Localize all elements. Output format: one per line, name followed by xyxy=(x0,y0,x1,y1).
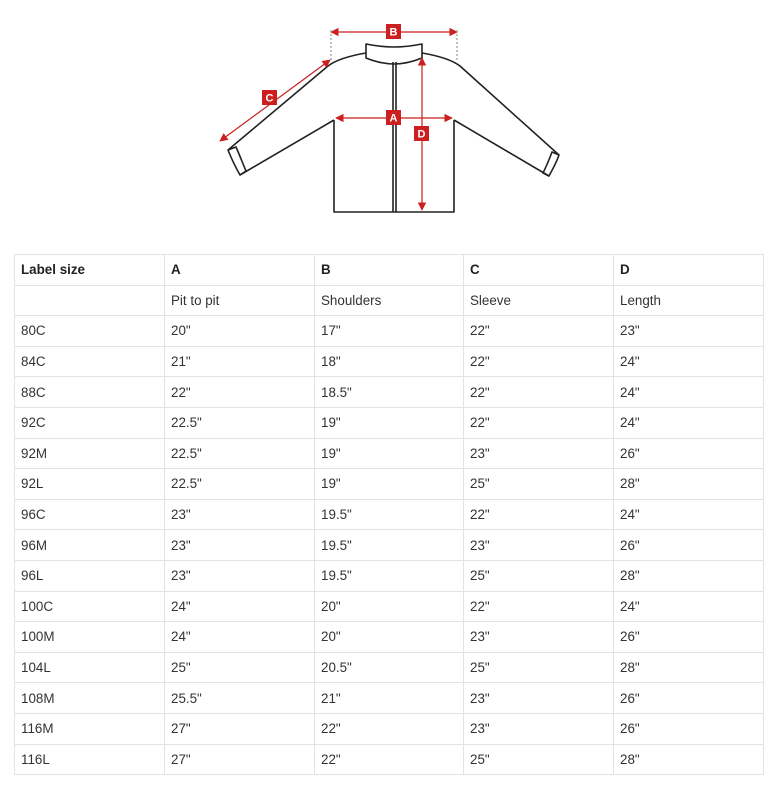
cell-length: 24" xyxy=(614,377,764,408)
cell-shoulders: 19" xyxy=(315,438,464,469)
cell-sleeve: 22" xyxy=(464,407,614,438)
table-row xyxy=(15,499,764,530)
jacket-collar xyxy=(366,44,422,64)
subheader-cell-sleeve: Sleeve xyxy=(464,285,614,316)
jacket-right-sleeve xyxy=(422,53,559,176)
cell-label-size: 116L xyxy=(15,744,165,775)
cell-shoulders: 19" xyxy=(315,407,464,438)
cell-sleeve: 23" xyxy=(464,438,614,469)
cell-length: 26" xyxy=(614,713,764,744)
size-chart-table xyxy=(14,254,764,775)
cell-pit-to-pit: 25.5" xyxy=(165,683,315,714)
cell-sleeve: 23" xyxy=(464,622,614,653)
cell-pit-to-pit: 22.5" xyxy=(165,438,315,469)
cell-length: 24" xyxy=(614,591,764,622)
cell-sleeve: 22" xyxy=(464,346,614,377)
table-header-row xyxy=(15,255,764,286)
cell-length: 26" xyxy=(614,622,764,653)
cell-shoulders: 22" xyxy=(315,744,464,775)
table-row xyxy=(15,744,764,775)
table-row xyxy=(15,469,764,500)
cell-shoulders: 17" xyxy=(315,316,464,347)
cell-shoulders: 19.5" xyxy=(315,560,464,591)
cell-label-size: 80C xyxy=(15,316,165,347)
header-cell-label-size: Label size xyxy=(15,255,165,286)
header-cell-c: C xyxy=(464,255,614,286)
cell-length: 24" xyxy=(614,346,764,377)
subheader-cell-shoulders: Shoulders xyxy=(315,285,464,316)
cell-label-size: 96C xyxy=(15,499,165,530)
header-cell-b: B xyxy=(315,255,464,286)
cell-shoulders: 19.5" xyxy=(315,499,464,530)
cell-shoulders: 22" xyxy=(315,713,464,744)
cell-sleeve: 22" xyxy=(464,499,614,530)
cell-label-size: 92L xyxy=(15,469,165,500)
cell-pit-to-pit: 24" xyxy=(165,622,315,653)
jacket-diagram-svg xyxy=(0,0,779,240)
cell-length: 26" xyxy=(614,530,764,561)
jacket-outline xyxy=(228,44,559,212)
cell-label-size: 88C xyxy=(15,377,165,408)
label-d xyxy=(414,126,429,141)
table-row xyxy=(15,683,764,714)
label-c-text: C xyxy=(265,92,274,105)
cell-pit-to-pit: 24" xyxy=(165,591,315,622)
label-c xyxy=(262,90,277,105)
cell-length: 23" xyxy=(614,316,764,347)
cell-shoulders: 20" xyxy=(315,591,464,622)
cell-pit-to-pit: 22" xyxy=(165,377,315,408)
cell-pit-to-pit: 27" xyxy=(165,713,315,744)
table-row xyxy=(15,346,764,377)
cell-length: 28" xyxy=(614,469,764,500)
table-row xyxy=(15,407,764,438)
cell-pit-to-pit: 25" xyxy=(165,652,315,683)
cell-pit-to-pit: 21" xyxy=(165,346,315,377)
cell-length: 28" xyxy=(614,652,764,683)
cell-sleeve: 23" xyxy=(464,530,614,561)
cell-sleeve: 22" xyxy=(464,316,614,347)
cell-sleeve: 23" xyxy=(464,683,614,714)
cell-label-size: 96L xyxy=(15,560,165,591)
table-row xyxy=(15,713,764,744)
cell-pit-to-pit: 22.5" xyxy=(165,469,315,500)
cell-length: 24" xyxy=(614,499,764,530)
table-row xyxy=(15,591,764,622)
cell-label-size: 104L xyxy=(15,652,165,683)
cell-shoulders: 21" xyxy=(315,683,464,714)
cell-label-size: 96M xyxy=(15,530,165,561)
cell-shoulders: 19" xyxy=(315,469,464,500)
cell-shoulders: 19.5" xyxy=(315,530,464,561)
cell-sleeve: 25" xyxy=(464,652,614,683)
cell-pit-to-pit: 23" xyxy=(165,560,315,591)
cell-label-size: 100M xyxy=(15,622,165,653)
table-row xyxy=(15,377,764,408)
cell-label-size: 100C xyxy=(15,591,165,622)
cell-label-size: 92M xyxy=(15,438,165,469)
subheader-cell-pit-to-pit: Pit to pit xyxy=(165,285,315,316)
table-row xyxy=(15,530,764,561)
label-a xyxy=(386,110,401,125)
subheader-cell-empty xyxy=(15,285,165,316)
cell-length: 28" xyxy=(614,560,764,591)
cell-pit-to-pit: 27" xyxy=(165,744,315,775)
cell-shoulders: 18" xyxy=(315,346,464,377)
table-row xyxy=(15,622,764,653)
label-b xyxy=(386,24,401,39)
jacket-left-sleeve xyxy=(228,53,366,175)
table-row xyxy=(15,316,764,347)
table-subheader-row xyxy=(15,285,764,316)
cell-length: 26" xyxy=(614,683,764,714)
cell-sleeve: 25" xyxy=(464,744,614,775)
cell-sleeve: 25" xyxy=(464,469,614,500)
jacket-diagram xyxy=(0,0,779,240)
cell-sleeve: 22" xyxy=(464,591,614,622)
jacket-body xyxy=(334,120,454,212)
cell-sleeve: 25" xyxy=(464,560,614,591)
table-row xyxy=(15,652,764,683)
subheader-cell-length: Length xyxy=(614,285,764,316)
cell-label-size: 92C xyxy=(15,407,165,438)
cell-label-size: 116M xyxy=(15,713,165,744)
cell-pit-to-pit: 20" xyxy=(165,316,315,347)
cell-length: 26" xyxy=(614,438,764,469)
cell-label-size: 108M xyxy=(15,683,165,714)
header-cell-d: D xyxy=(614,255,764,286)
table-row xyxy=(15,560,764,591)
cell-sleeve: 23" xyxy=(464,713,614,744)
size-chart-body xyxy=(15,255,764,775)
cell-length: 24" xyxy=(614,407,764,438)
cell-pit-to-pit: 23" xyxy=(165,499,315,530)
cell-pit-to-pit: 22.5" xyxy=(165,407,315,438)
cell-shoulders: 20.5" xyxy=(315,652,464,683)
cell-label-size: 84C xyxy=(15,346,165,377)
label-d-text: D xyxy=(417,128,426,141)
table-row xyxy=(15,438,764,469)
header-cell-a: A xyxy=(165,255,315,286)
cell-pit-to-pit: 23" xyxy=(165,530,315,561)
cell-shoulders: 20" xyxy=(315,622,464,653)
cell-sleeve: 22" xyxy=(464,377,614,408)
label-b-text: B xyxy=(389,26,398,39)
cell-length: 28" xyxy=(614,744,764,775)
cell-shoulders: 18.5" xyxy=(315,377,464,408)
label-a-text: A xyxy=(389,112,398,125)
